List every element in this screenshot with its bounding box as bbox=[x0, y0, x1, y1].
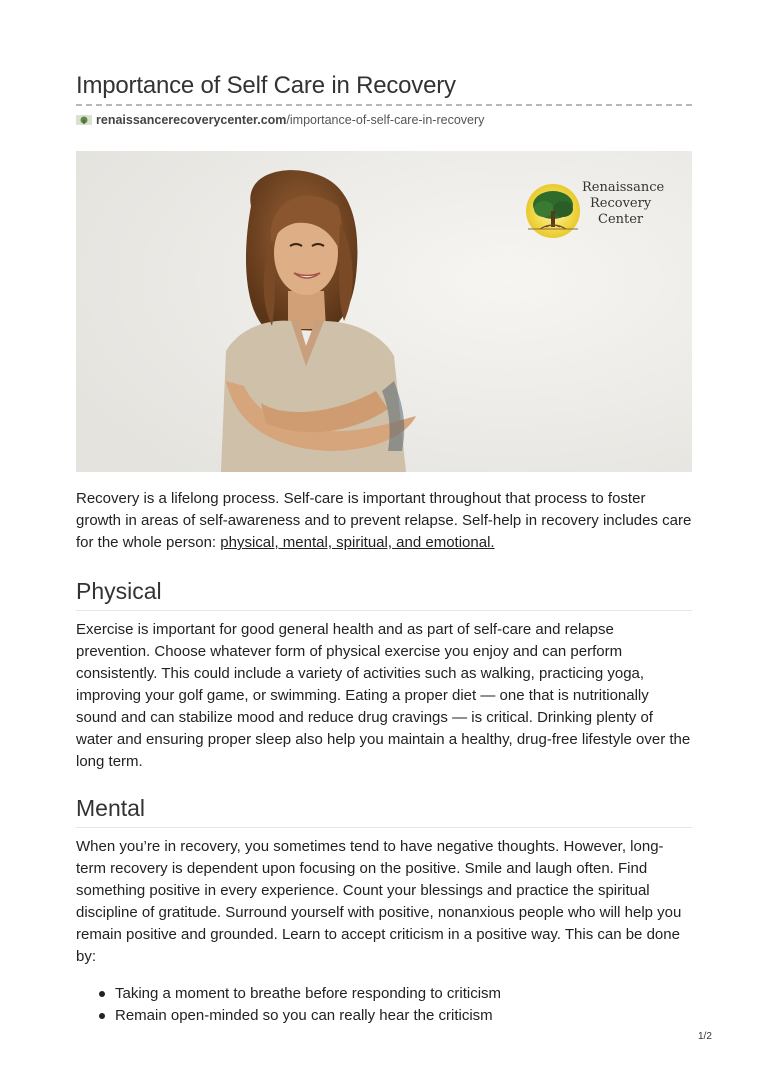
page-number: 1/2 bbox=[698, 1031, 712, 1042]
section-body-physical: Exercise is important for good general health and as part of self-care and relapse prevention. Choose whatever form of physical exercise you enjoy and can perform consistently. This could include a variety of activities such as walking, practicing yoga, improving your golf game, or swimming. Eating a proper diet — one that is nutritionally sound and can stabilize mood and reduce drug cravings — is critical. Drinking plenty of water and ensuring proper sleep also help you maintain a healthy, drug-free lifestyle over the long term. bbox=[76, 621, 691, 770]
list-item: Taking a moment to breathe before responding to criticism bbox=[96, 983, 692, 1005]
site-favicon-icon bbox=[76, 114, 92, 126]
intro-text: Recovery is a lifelong process. Self-care is important throughout that process to foster growth in areas of self-awareness and to prevent relapse. Self-help in recovery includes care for the whole person: bbox=[76, 490, 692, 551]
intro-paragraph bbox=[76, 488, 692, 554]
hero-image bbox=[76, 151, 692, 472]
hero-illustration bbox=[76, 151, 692, 472]
page-title: Importance of Self Care in Recovery bbox=[76, 72, 456, 99]
logo-line3: Center bbox=[598, 212, 644, 227]
section-heading-physical: Physical bbox=[76, 578, 162, 604]
list-item: Remain open-minded so you can really hear the criticism bbox=[96, 1005, 692, 1027]
title-divider bbox=[76, 104, 692, 106]
source-path: /importance-of-self-care-in-recovery bbox=[286, 113, 485, 127]
criticism-list bbox=[96, 983, 692, 1027]
section-divider bbox=[76, 827, 692, 828]
section-divider bbox=[76, 610, 692, 611]
logo-line1: Renaissance bbox=[582, 180, 665, 195]
source-line bbox=[76, 113, 484, 127]
section-body-mental: When you’re in recovery, you sometimes tend to have negative thoughts. However, long-term recovery is dependent upon focusing on the positive. Smile and laugh often. Find something positive in every experience. Count your blessings and practice the spiritual discipline of gratitude. Surround yourself with positive, nonanxious people who will help you remain positive and grounded. Learn to accept criticism in a positive way. This can be done by: bbox=[76, 838, 682, 965]
source-link[interactable] bbox=[96, 113, 484, 127]
section-heading-mental: Mental bbox=[76, 795, 146, 821]
source-domain: renaissancerecoverycenter.com bbox=[96, 113, 287, 127]
logo-line2: Recovery bbox=[590, 196, 652, 211]
intro-link[interactable]: physical, mental, spiritual, and emotional. bbox=[220, 534, 495, 551]
